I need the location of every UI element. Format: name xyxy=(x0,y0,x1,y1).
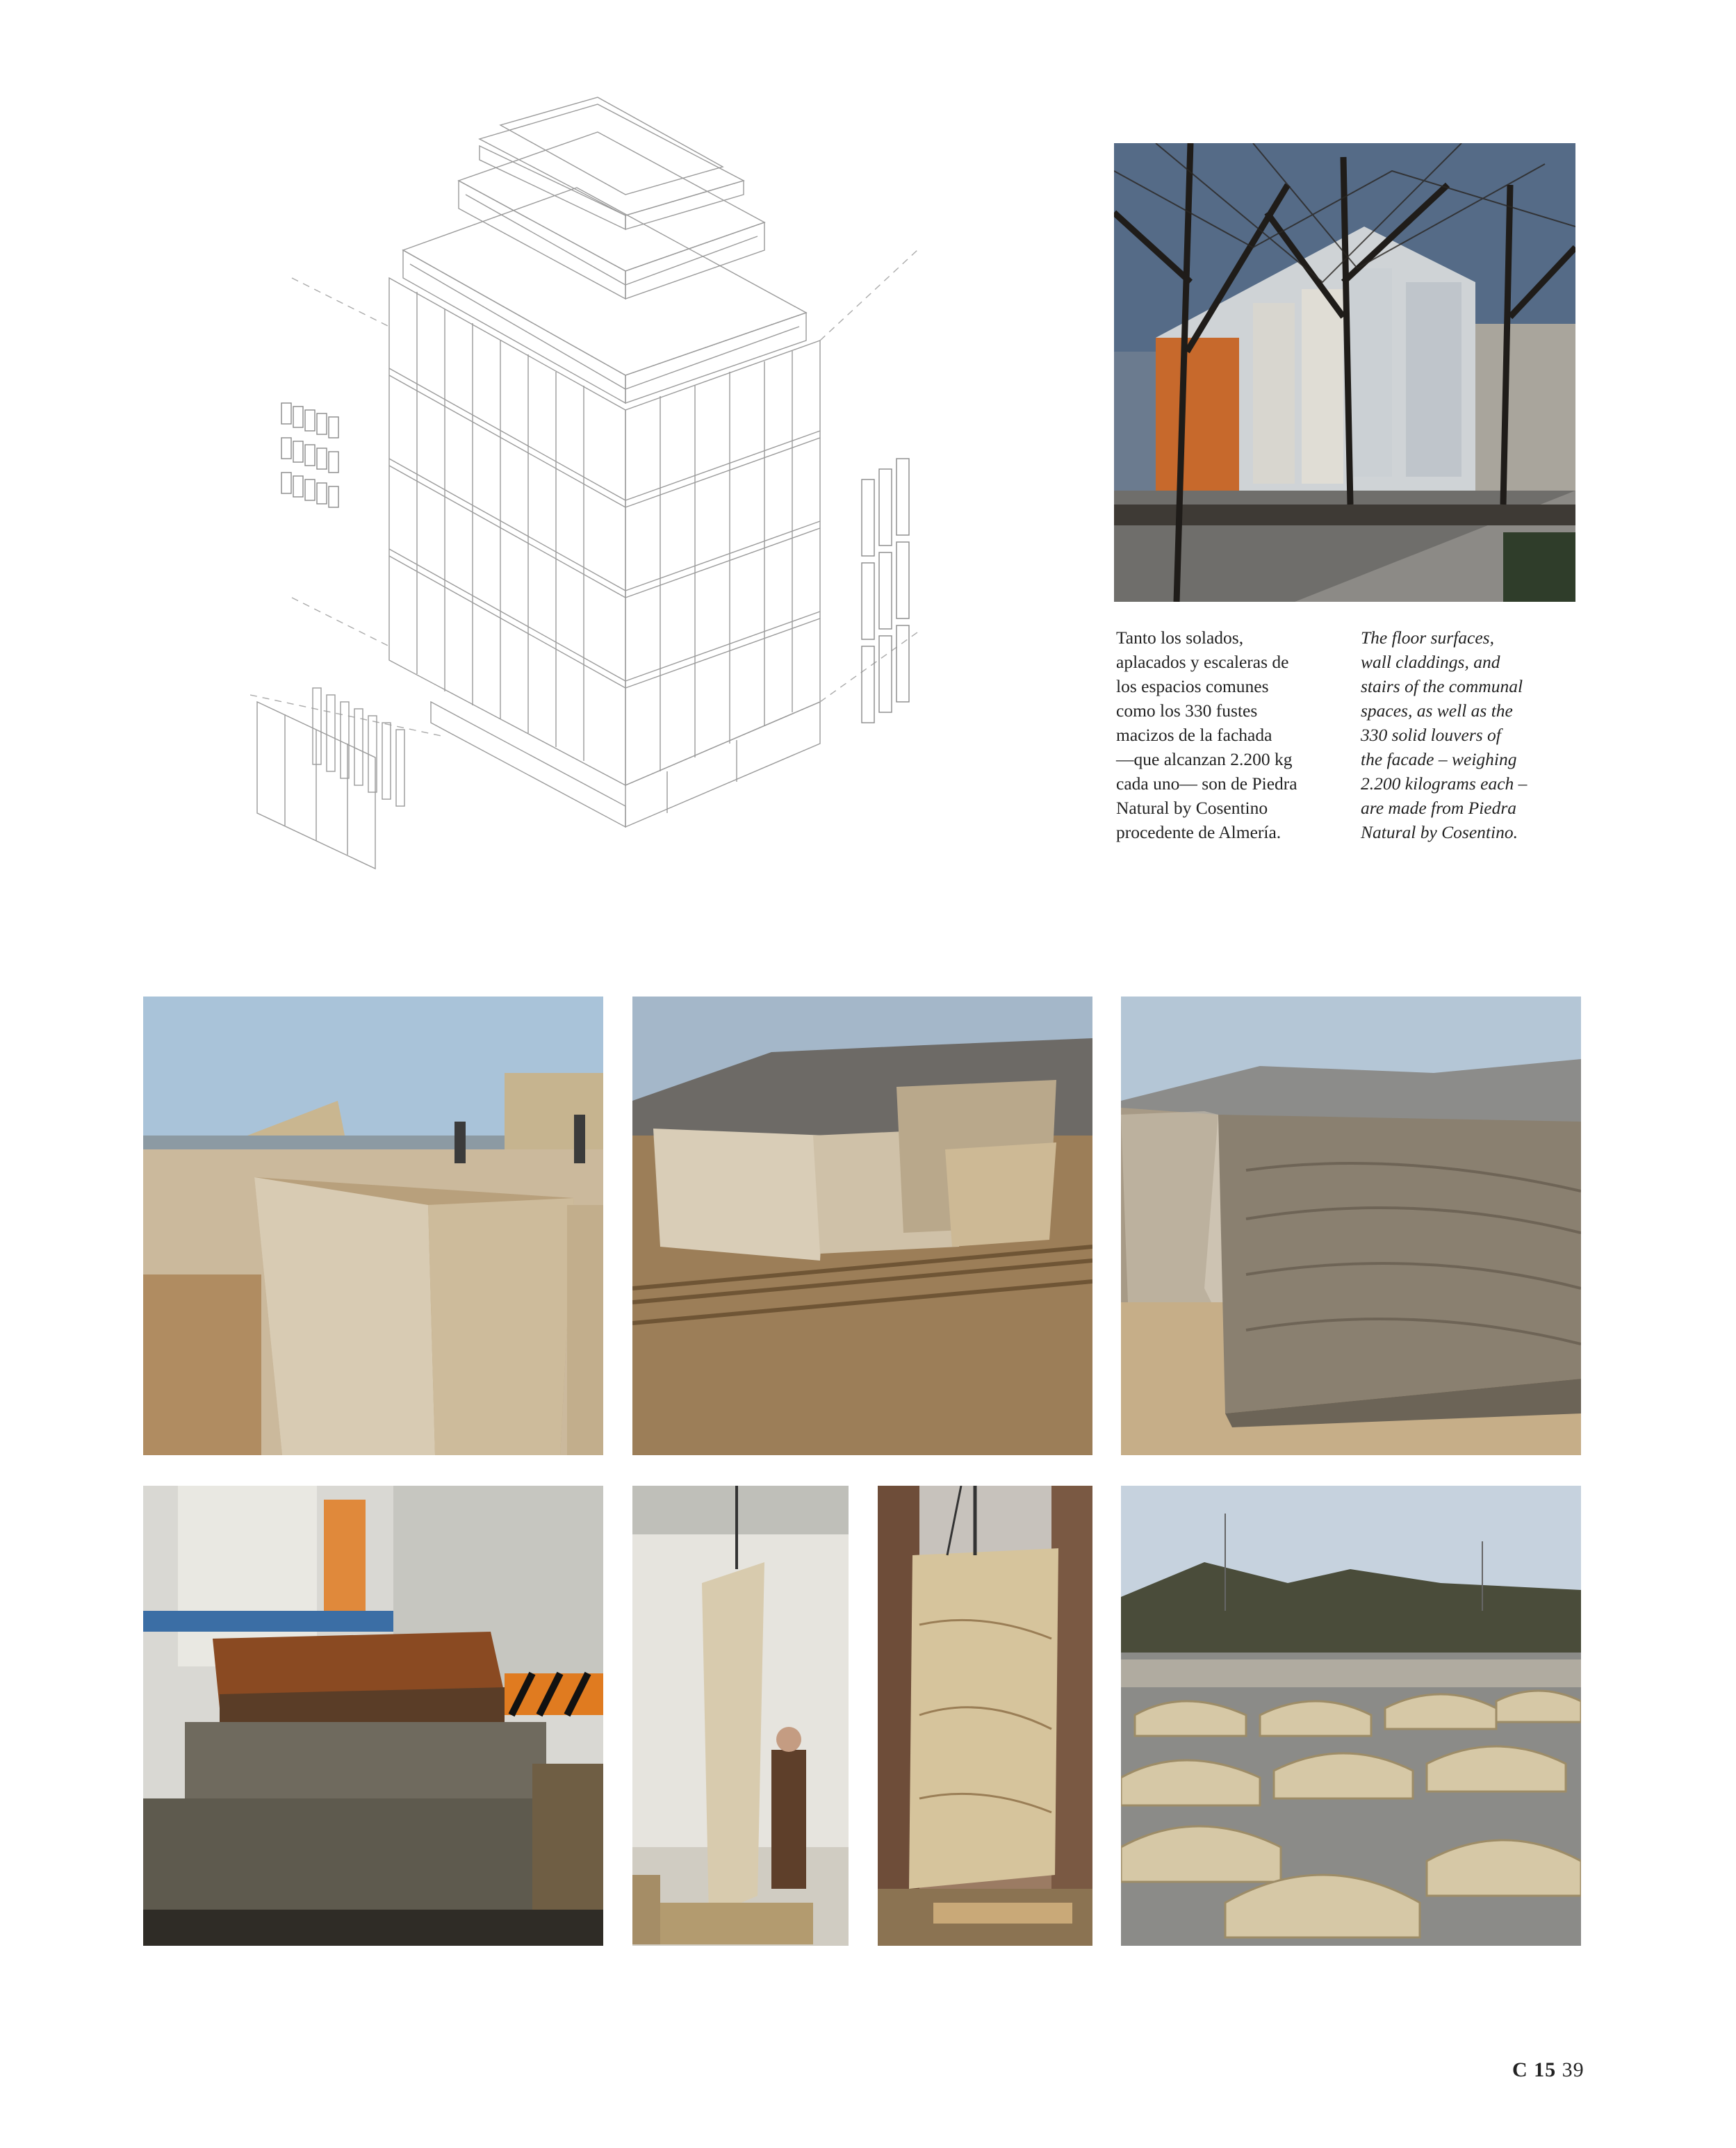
ground-floor-panel xyxy=(257,688,404,869)
hanging-slab-yard-photo xyxy=(878,1486,1092,1946)
axonometric-drawing xyxy=(250,90,959,883)
stone-blocks-field-photo xyxy=(632,997,1092,1455)
lifted-slab-workshop-photo xyxy=(632,1486,849,1946)
caption-spanish: Tanto los solados, aplacados y escaleras de los espacios comunes como los 330 fustes macizos de la fachada —que alcanzan 2.200 kg cada uno— son de Piedra Natural by Cosentino procedente de Almería. xyxy=(1116,628,1297,842)
exploded-louvers-right xyxy=(862,459,909,723)
quarry-block-photo xyxy=(143,997,603,1455)
split-block-photo xyxy=(1121,997,1581,1455)
page-folio xyxy=(1512,2058,1584,2082)
exploded-louvers-left xyxy=(281,403,338,507)
building-body xyxy=(389,278,820,827)
page-number: 39 xyxy=(1562,2058,1584,2081)
roof-levels xyxy=(403,97,806,403)
building-street-photo xyxy=(1114,143,1575,602)
stone-saw-machine-photo xyxy=(143,1486,603,1946)
curved-louvers-yard-photo xyxy=(1121,1486,1581,1946)
magazine-code: C 15 xyxy=(1512,2058,1557,2081)
caption-english: The floor surfaces, wall claddings, and stairs of the communal spaces, as well as the 330 solid louvers of the facade – weighing 2.200 kilograms each – are made from Piedra Natural by Cosentino. xyxy=(1361,628,1528,842)
